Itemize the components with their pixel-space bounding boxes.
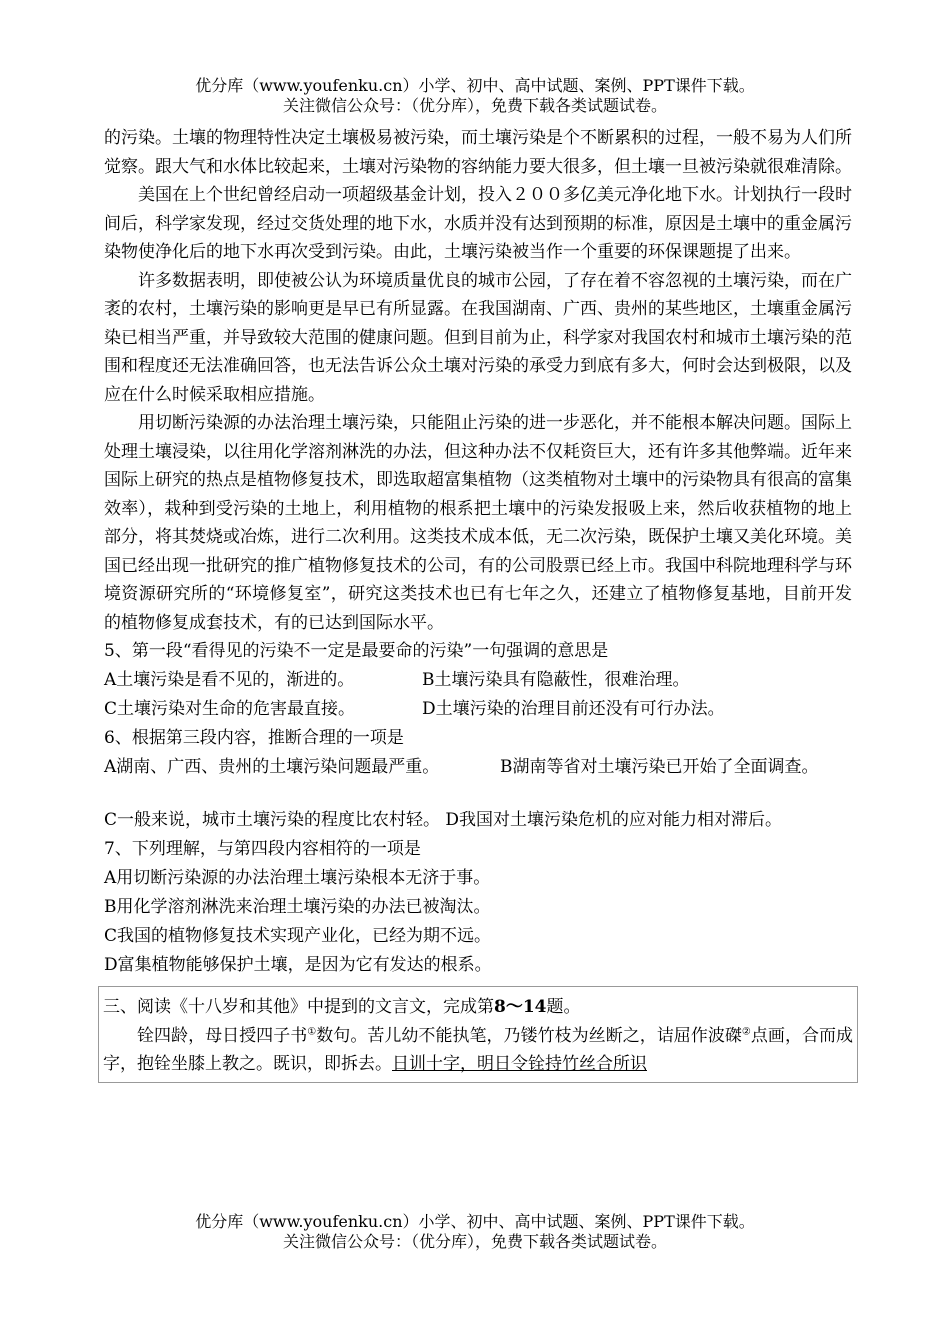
- passage-paragraph-4: 用切断污染源的办法治理土壤污染，只能阻止污染的进一步恶化，并不能根本解决问题。国际上处理土壤浸染，以往用化学溶剂淋洗的办法，但这种办法不仅耗资巨大，还有许多其他弊端。近年来国际上研究的热点是植物修复技术，即选取超富集植物（这类植物对土壤中的污染物具有很高的富集效率），栽种到受污染的土地上，利用植物的根系把土壤中的污染发报吸上来，然后收获植物的地上部分，将其焚烧或冶炼，进行二次利用。这类技术成本低，无二次污染，既保护土壤又美化环境。美国已经出现一批研究的推广植物修复技术的公司，有的公司股票已经上市。我国中科院地理科学与环境资源研究所的“环境修复室”，研究这类技术也已有七年之久，还建立了植物修复基地，目前开发的植物修复成套技术，有的已达到国际水平。: [104, 413, 852, 633]
- question-6-option-a: A湖南、广西、贵州的土壤污染问题最严重。: [104, 757, 440, 777]
- question-6-options-cd: C一般来说，城市土壤污染的程度比农村轻。 D我国对土壤污染危机的应对能力相对滞后。: [104, 810, 783, 830]
- question-5-option-c: C土壤污染对生命的危害最直接。: [104, 699, 356, 719]
- footnote-marker-1: ①: [307, 1026, 317, 1038]
- question-5-option-d: D土壤污染的治理目前还没有可行办法。: [422, 699, 725, 719]
- question-6-stem: 6、根据第三段内容，推断合理的一项是: [104, 728, 404, 748]
- question-7-option-c: C我国的植物修复技术实现产业化，已经为期不远。: [104, 926, 492, 946]
- passage-paragraph-3: 许多数据表明，即使被公认为环境质量优良的城市公园，了存在着不容忽视的土壤污染，而在广袤的农村，土壤污染的影响更是早已有所显露。在我国湖南、广西、贵州的某些地区，土壤重金属污染已相当严重，并导致较大范围的健康问题。但到目前为止，科学家对我国农村和城市土壤污染的范围和程度还无法准确回答，也无法告诉公众土壤对污染的承受力到底有多大，何时会达到极限，以及应在什么时候采取相应措施。: [104, 270, 852, 405]
- spacer: [104, 782, 852, 806]
- header-line-2: 关注微信公众号：（优分库），免费下载各类试题试卷。: [282, 96, 667, 115]
- page-header: [0, 76, 950, 116]
- header-line-1: 优分库（www.youfenku.cn）小学、初中、高中试题、案例、PPT课件下载。: [195, 76, 755, 95]
- question-7-option-a: A用切断污染源的办法治理土壤污染根本无济于事。: [104, 868, 491, 888]
- question-7-option-d: D富集植物能够保护土壤，是因为它有发达的根系。: [104, 955, 492, 975]
- classical-text-paragraph: 铨四龄，母日授四子书①数句。苦儿幼不能执笔，乃镂竹枝为丝断之，诘屈作波磔②点画，合而成字，抱铨坐膝上教之。既识，即拆去。日训十字，明日令铨持竹丝合所识: [103, 1026, 854, 1074]
- question-6-option-b: B湖南等省对土壤污染已开始了全面调查。: [500, 757, 819, 777]
- underlined-sentence: 日训十字，明日令铨持竹丝合所识: [392, 1054, 647, 1074]
- footer-line-2: 关注微信公众号：（优分库），免费下载各类试题试卷。: [282, 1232, 667, 1251]
- footer-line-1: 优分库（www.youfenku.cn）小学、初中、高中试题、案例、PPT课件下载。: [195, 1212, 755, 1231]
- question-7-stem: 7、下列理解，与第四段内容相符的一项是: [104, 839, 421, 859]
- section-3-box: [98, 986, 858, 1083]
- question-6-options-ab: [104, 753, 852, 782]
- question-5-option-b: B土壤污染具有隐蔽性，很难治理。: [422, 670, 690, 690]
- passage-paragraph-1: 的污染。土壤的物理特性决定土壤极易被污染，而土壤污染是个不断累积的过程，一般不易为人们所觉察。跟大气和水体比较起来，土壤对污染物的容纳能力要大很多，但土壤一旦被污染就很难清除。: [104, 128, 852, 177]
- question-5-option-a: A土壤污染是看不见的，渐进的。: [104, 670, 355, 690]
- document-body: [104, 124, 852, 1083]
- page-footer: [0, 1212, 950, 1252]
- question-5-options-cd: [104, 695, 852, 724]
- passage-paragraph-2: 美国在上个世纪曾经启动一项超级基金计划，投入２００多亿美元净化地下水。计划执行一段时间后，科学家发现，经过交货处理的地下水，水质并没有达到预期的标准，原因是土壤中的重金属污染物使净化后的地下水再次受到污染。由此，土壤污染被当作一个重要的环保课题提了出来。: [104, 185, 852, 262]
- footnote-marker-2: ②: [741, 1026, 751, 1038]
- question-7-option-b: B用化学溶剂淋洗来治理土壤污染的办法已被淘汰。: [104, 897, 491, 917]
- section-3-title: 三、阅读《十八岁和其他》中提到的文言文，完成第8～14题。: [103, 997, 581, 1017]
- question-5-stem: 5、第一段“看得见的污染不一定是最要命的污染”一句强调的意思是: [104, 641, 609, 661]
- question-5-options-ab: [104, 666, 852, 695]
